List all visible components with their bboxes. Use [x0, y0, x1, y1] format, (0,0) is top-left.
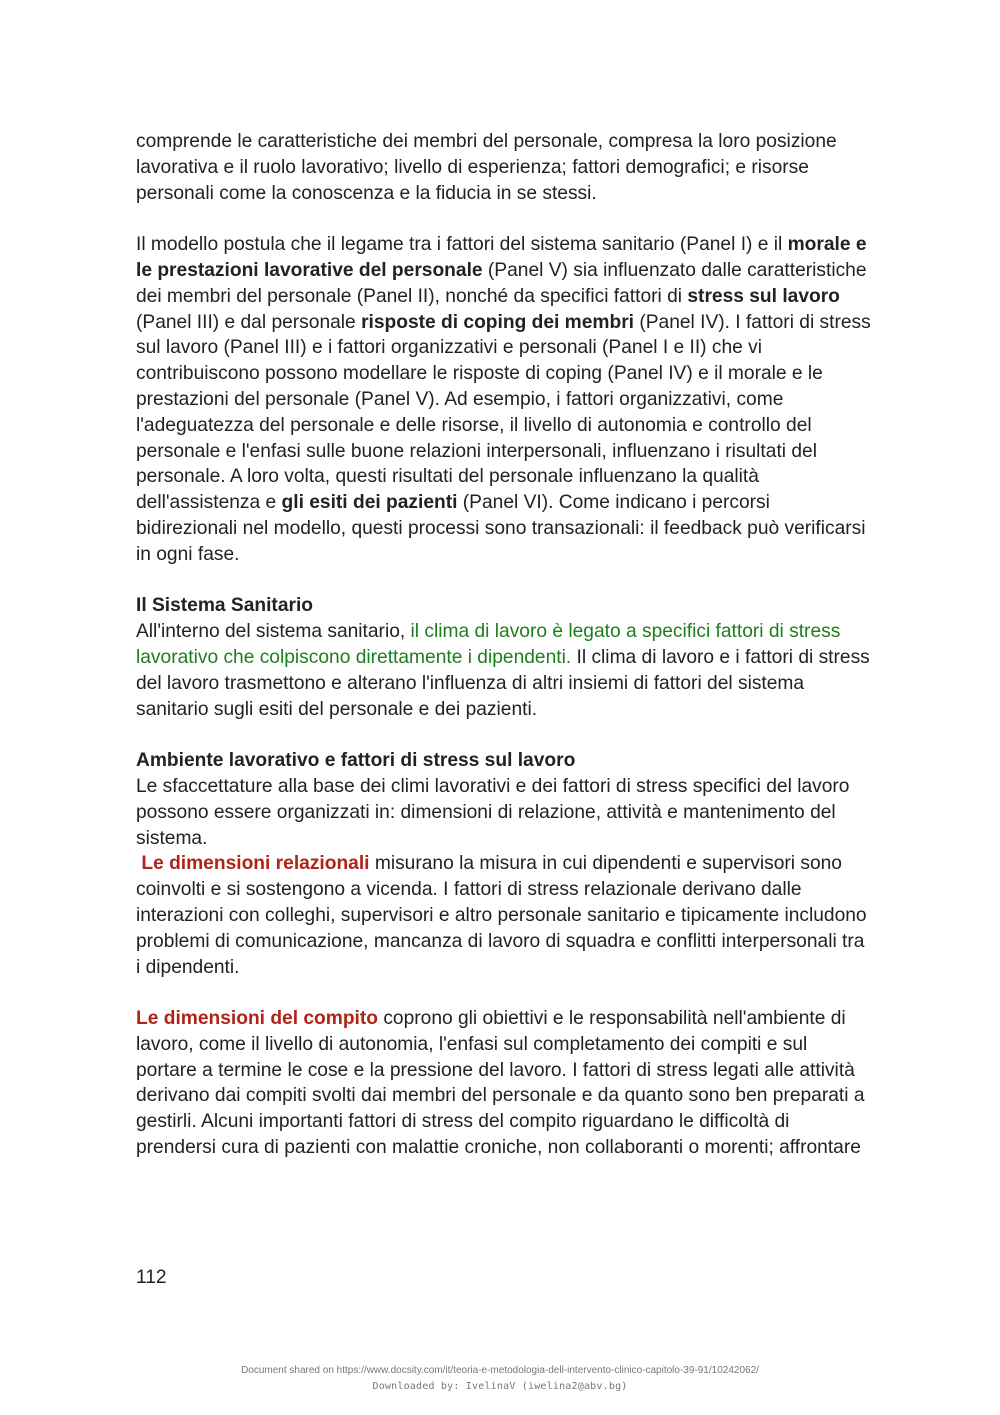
paragraph-2-text: (Panel VI). Come indicano i percorsi bidirezionali nel modello, questi processi sono transazionali: il feedback può verificarsi in ogni fase. [136, 492, 866, 565]
bold-term: morale e le prestazioni lavorative del personale [136, 234, 867, 281]
paragraph-2-text: (Panel IV). I fattori di stress sul lavoro (Panel III) e i fattori organizzativi e personali (Panel I e II) che vi contribuiscono possono modellare le risposte di coping (Panel IV) e il morale e le prestazioni del personale (Panel V). Ad esempio, i fattori organizzativi, come l'adeguatezza del personale e delle risorse, il livello di autonomia e controllo del personale e l'enfasi sulle buone relazioni interpersonali, influenzano i risultati del personale. A loro volta, questi risultati del personale influenzano la qualità dell'assistenza e [136, 311, 871, 514]
paragraph-2-text: (Panel V) sia influenzato dalle caratteristiche dei membri del personale (Panel II), nonché da specifici fattori di [136, 259, 867, 307]
section-text: All'interno del sistema sanitario, [136, 621, 411, 643]
bold-term: risposte di coping dei membri [361, 311, 634, 333]
paragraph-dimensioni-relazionali [136, 851, 872, 980]
paragraph-dimensioni-compito [136, 1006, 872, 1161]
paragraph-2-text: (Panel III) e dal personale [136, 311, 362, 333]
section-heading: Il Sistema Sanitario [136, 595, 314, 617]
paragraph-1-text: comprende le caratteristiche dei membri del personale, compresa la loro posizione lavorativa e il ruolo lavorativo; livello di esperienza; fattori demografici; e risorse personali come la conoscenza e la fiducia in se stessi. [136, 131, 837, 204]
paragraph-2-text: Il modello postula che il legame tra i fattori del sistema sanitario (Panel I) e il [136, 234, 788, 256]
section-sistema-sanitario [136, 593, 872, 722]
page-number: 112 [136, 1267, 167, 1288]
bold-term: stress sul lavoro [687, 285, 840, 307]
section-heading: Ambiente lavorativo e fattori di stress sul lavoro [136, 750, 576, 772]
highlight-red-term: Le dimensioni del compito [136, 1008, 378, 1030]
bold-term: gli esiti dei pazienti [281, 492, 458, 514]
section-text: Le sfaccettature alla base dei climi lavorativi e dei fattori di stress specifici del lavoro possono essere organizzati in: dimensioni di relazione, attività e mantenimento del sistema. [136, 775, 850, 849]
paragraph-1 [136, 129, 872, 206]
paragraph-text: misurano la misura in cui dipendenti e supervisori sono coinvolti e si sostengono a vicenda. I fattori di stress relazionale derivano dalle interazioni con colleghi, supervisori e altro personale sanitario e tipicamente includono problemi di comunicazione, mancanza di lavoro di squadra e conflitti interpersonali tra i dipendenti. [136, 853, 867, 978]
footer-downloaded-by: Downloaded by: IvelinaV (iwelina2@abv.bg) [372, 1381, 628, 1392]
footer-shared-link[interactable]: Document shared on https://www.docsity.com/it/teoria-e-metodologia-dell-intervento-clinico-capitolo-39-91/10242062/ [241, 1365, 759, 1376]
paragraph-2 [136, 232, 872, 567]
paragraph-text: coprono gli obiettivi e le responsabilità nell'ambiente di lavoro, come il livello di autonomia, l'enfasi sul completamento dei compiti e sul portare a termine le cose e la pressione del lavoro. I fattori di stress legati alle attività derivano dai compiti svolti dai membri del personale e da quanto sono ben preparati a gestirli. Alcuni importanti fattori di stress del compito riguardano le difficoltà di prendersi cura di pazienti con malattie croniche, non collaboranti o morenti; affrontare [136, 1008, 865, 1159]
section-text: Il clima di lavoro e i fattori di stress del lavoro trasmettono e alterano l'influenza di altri insiemi di fattori del sistema sanitario sugli esiti del personale e dei pazienti. [136, 646, 870, 720]
document-body [136, 129, 872, 1187]
section-ambiente-lavorativo [136, 748, 872, 851]
highlight-green-text: il clima di lavoro è legato a specifici fattori di stress lavorativo che colpiscono direttamente i dipendenti. [136, 621, 841, 668]
highlight-red-term: Le dimensioni relazionali [141, 853, 370, 875]
